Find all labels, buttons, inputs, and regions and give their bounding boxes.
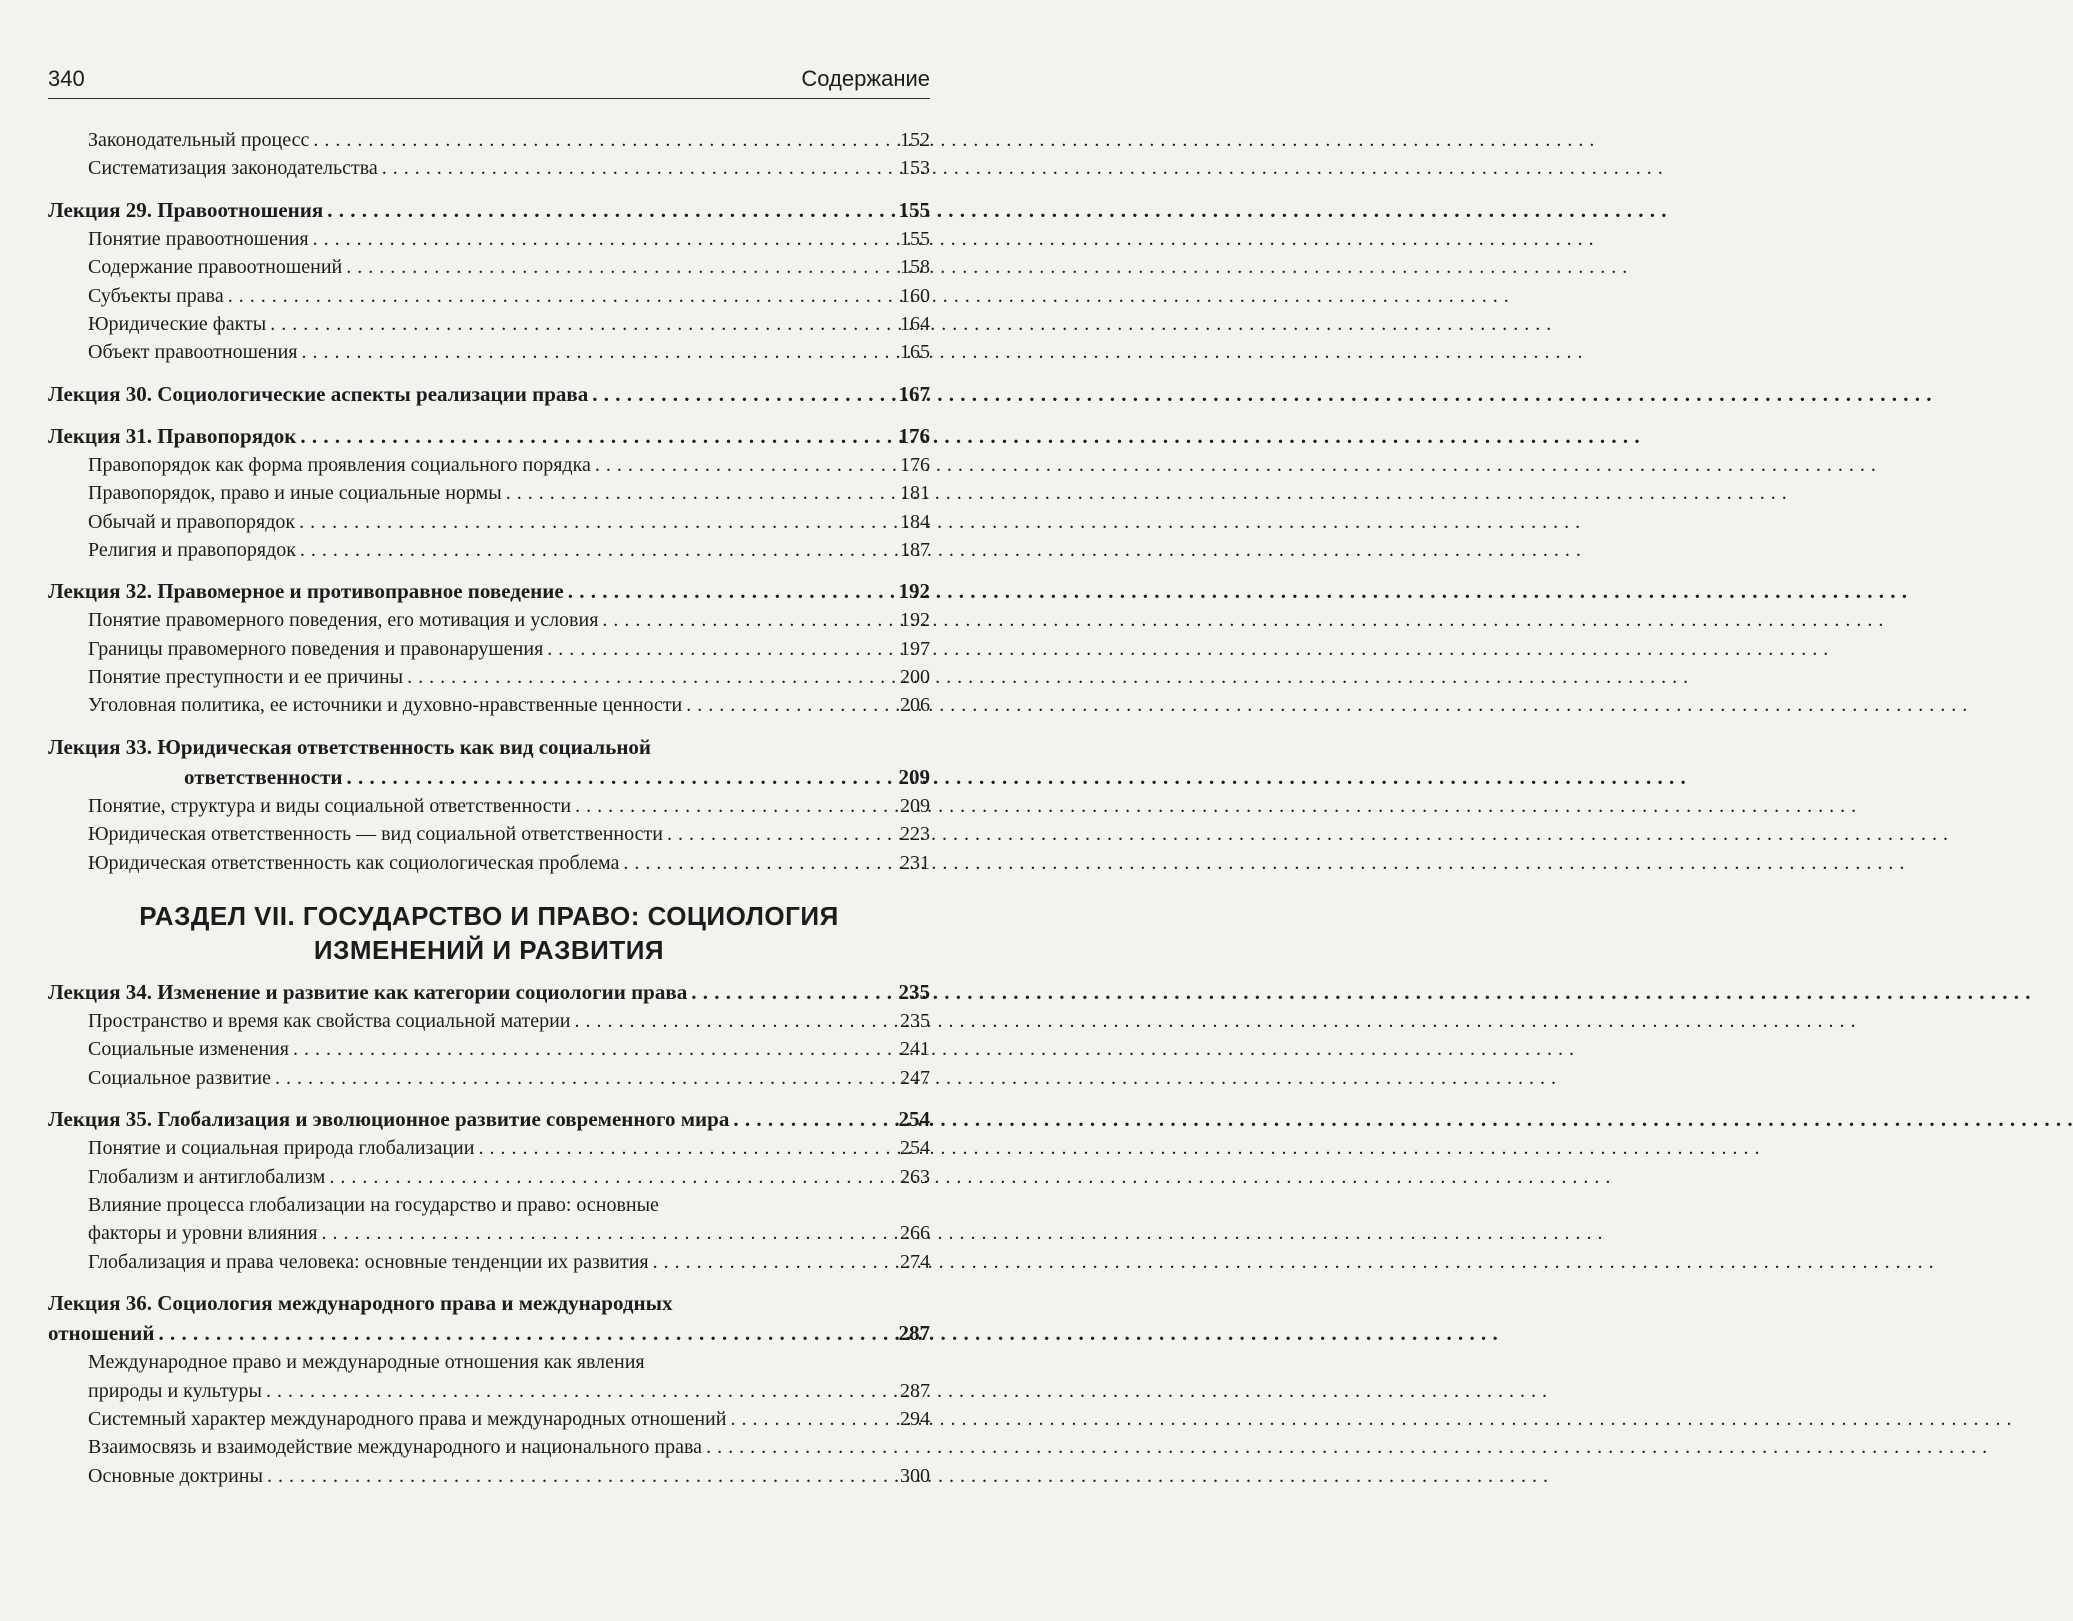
toc-entry: Юридическая ответственность — вид социальной ответственности . . . 223 [48,820,930,848]
toc-entry: Субъекты права . . . 160 [48,282,930,310]
toc-entry: Социальное развитие . . . 247 [48,1064,930,1092]
lecture-34-heading: Лекция 34. Изменение и развитие как категории социологии права . . . 235 [48,977,930,1007]
toc-entry: Обычай и правопорядок . . . 184 [48,508,930,536]
toc-entry: Содержание правоотношений . . . 158 [48,253,930,281]
lecture-35-heading: Лекция 35. Глобализация и эволюционное развитие современного мира . . . 254 [48,1104,930,1134]
lecture-33-heading: Лекция 33. Юридическая ответственность как вид социальной ответственности . . . 209 [48,732,930,792]
lecture-32-heading: Лекция 32. Правомерное и противоправное поведение . . . 192 [48,576,930,606]
lecture-30-heading: Лекция 30. Социологические аспекты реализации права . . . 167 [48,379,930,409]
lecture-29-heading: Лекция 29. Правоотношения . . . 155 [48,195,930,225]
toc-entry: Понятие правоотношения . . . 155 [48,225,930,253]
toc-entry-multiline: Влияние процесса глобализации на государство и право: основные факторы и уровни влияния . . . 266 [48,1191,930,1248]
lecture-31-heading: Лекция 31. Правопорядок . . . 176 [48,421,930,451]
toc-entry: Религия и правопорядок . . . 187 [48,536,930,564]
toc-entry: Взаимосвязь и взаимодействие международного и национального права . . . [48,1433,930,1461]
toc-entry: Понятие правомерного поведения, его мотивация и условия . . . 192 [48,606,930,634]
book-page [0,0,978,1621]
toc-entry: Основные доктрины . . . 300 [48,1462,930,1490]
page-number: 340 [48,66,85,91]
toc-entry: Юридическая ответственность как социологическая проблема . . . 231 [48,849,930,877]
lecture-36-heading: Лекция 36. Социология международного права и международных отношений . . . 287 [48,1288,930,1348]
toc-entry: Законодательный процесс . . . 152 [48,126,930,154]
toc-entry-multiline: Международное право и международные отношения как явления природы и культуры . . . 287 [48,1348,930,1405]
toc-entry: Пространство и время как свойства социальной материи . . . 235 [48,1007,930,1035]
toc-entry: Систематизация законодательства . . . 153 [48,154,930,182]
running-header [48,66,930,99]
toc-entry: Понятие и социальная природа глобализации . . . 254 [48,1134,930,1162]
toc-entry: Правопорядок, право и иные социальные нормы . . . 181 [48,479,930,507]
toc-entry: Понятие, структура и виды социальной ответственности . . . 209 [48,792,930,820]
toc-entry: Системный характер международного права и международных отношений . . . 294 [48,1405,930,1433]
toc-entry: Правопорядок как форма проявления социального порядка . . . 176 [48,451,930,479]
toc-entry: Юридические факты . . . 164 [48,310,930,338]
toc-entry: Границы правомерного поведения и правонарушения . . . 197 [48,635,930,663]
toc-entry: Глобализация и права человека: основные тенденции их развития . . . 274 [48,1248,930,1276]
toc-entry: Глобализм и антиглобализм . . . 263 [48,1163,930,1191]
toc-entry: Объект правоотношения . . . 165 [48,338,930,366]
toc-entry: Уголовная политика, ее источники и духовно-нравственные ценности . . . 206 [48,691,930,719]
table-of-contents [48,126,930,1490]
section-7-heading: РАЗДЕЛ VII. ГОСУДАРСТВО И ПРАВО: СОЦИОЛОГИЯ ИЗМЕНЕНИЙ И РАЗВИТИЯ [139,901,839,966]
toc-entry: Понятие преступности и ее причины . . . 200 [48,663,930,691]
running-title: Содержание [801,66,930,91]
toc-entry: Социальные изменения . . . 241 [48,1035,930,1063]
